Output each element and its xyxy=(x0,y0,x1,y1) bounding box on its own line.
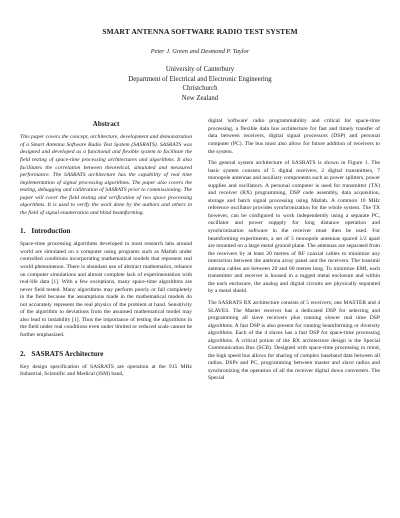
abstract-text: This paper covers the concept, architecture, development and demonstration of a Smart Antenna Software Radio Test System (SASRATS). SASRATS was designed and developed as a functional and flexible system to facilitate the field testing of space-time processing architectures and algorithms. It also facilitates the correlation between theoretical, simulated and measured performance. The SASRATS architecture has the capability of real time implementation of signal processing algorithms. The paper also covers the testing, debugging and calibration of SASRATS prior to commissioning. The paper will cover the field testing and verification of two space processing algorithms. It is used to verify the work done by the authors and others in the field of signal enumeration and blind beamforming. xyxy=(20,134,192,216)
section-heading-architecture xyxy=(20,350,192,358)
body-paragraph: The general system architecture of SASRATS is shown in Figure 1. The basic system consists of 5 digital receivers, 2 digital transmitters, 7 monopole antennas and auxiliary components such as power splitters, power supplies and oscillators. A personal computer is used for transmitter (TX) and receiver (RX) programming, DSP code assembly, data acquisition, storage and batch signal processing using Matlab. A common 10 MHz reference oscillator provides synchronization for the whole system. The TX however, can be configured to work independently using a separate PC, oscillator and power suppply for long distance operation and synchronization software in the receiver must then be used. For beamforming experiments, a set of 5 monopole antennas spaced λ/2 apart are mounted on a large metal ground plane. The antennas are separated from the receivers by at least 20 metres of RF coaxial cables to minimize any interaction between the antenna array panel and the receivers. The transmit antenna cables are between 20 and 60 metres long. To minimize EMI, each transmitter and receiver is housed in a rugged metal enclosure and within the each enclosure, the analog and digital circuits are physically separated by a metal shield. xyxy=(208,160,380,295)
section-number: 1. xyxy=(20,227,26,236)
body-paragraph: digital 'software' radio programmability and critical for space-time processing, a flexible data bus architecture for fast and timely transfer of data between receivers, digital signal processors (DSP) and personal computer (PC). The bus must also allow for future addition of receivers to the system. xyxy=(208,118,380,155)
paper-authors: Peter J. Green and Desmond P. Taylor xyxy=(150,48,250,55)
affiliation-line: University of Canterbury xyxy=(165,66,235,73)
right-column xyxy=(208,118,380,387)
affiliation-line: Department of Electrical and Electronic Engineering xyxy=(128,75,272,83)
affiliation xyxy=(20,65,380,103)
section-heading-introduction xyxy=(20,227,192,235)
section-number: 2. xyxy=(20,349,26,358)
architecture-text: Key design specification of SASRATS are operation at the 915 MHz Industrial, Scientific and Medical (ISM) band, xyxy=(20,363,192,378)
section-title: SASRATS Architecture xyxy=(31,349,104,358)
section-title: Introduction xyxy=(31,227,71,236)
introduction-text: Space-time processing algorithms developed in most research labs around world are simulated on a computer using programs such as Matlab under controlled conditions incorporating mathematical models that represent real world phenomenon. There is abundant use of abstract mathematics, reliance on computer simulations and almost complete lack of experimentation with real-life data [1]. With a few exceptions, many space-time algorithms are never field tested. Many algorithms may perform poorly or fail completely in the field because the assumptions made in the mathematical models do not accurately represent the real physics of the problem at hand. Sensitivity of the algorithm to deviations from the assumed mathematical model may also lead to instability [1]. Thus the importance of testing the algorithms in the field under real conditions even under limited or reduced scale cannot be further emphasized. xyxy=(20,241,192,338)
affiliation-line: New Zealand xyxy=(181,94,219,102)
two-column-body xyxy=(20,118,380,387)
body-paragraph: The SASRATS RX architecture consists of 5 receivers; one MASTER and 4 SLAVES. The Master receiver has a dedicated DSP for selecting and programming all slave receivers plus running slower real time DSP algorithms. A fast DSP is also present for running beamforming or diversity algorithms. Each of the 4 slaves has a fast DSP for space-time processing algorithms. A critical potion of the RX architecture design is the Special Communication Bus (SCB). Designed with space-time processing in mind, the high speed bus allows for sharing of complex baseband data between all radios, DSPs and PC, programming between master and slave radios and synchronizing the operation of all the receiver digital down converters. The Special xyxy=(208,299,380,382)
affiliation-line: Christchurch xyxy=(182,85,218,93)
paper-title: SMART ANTENNA SOFTWARE RADIO TEST SYSTEM xyxy=(102,27,298,36)
left-column xyxy=(20,118,192,387)
abstract-heading: Abstract xyxy=(92,120,120,129)
